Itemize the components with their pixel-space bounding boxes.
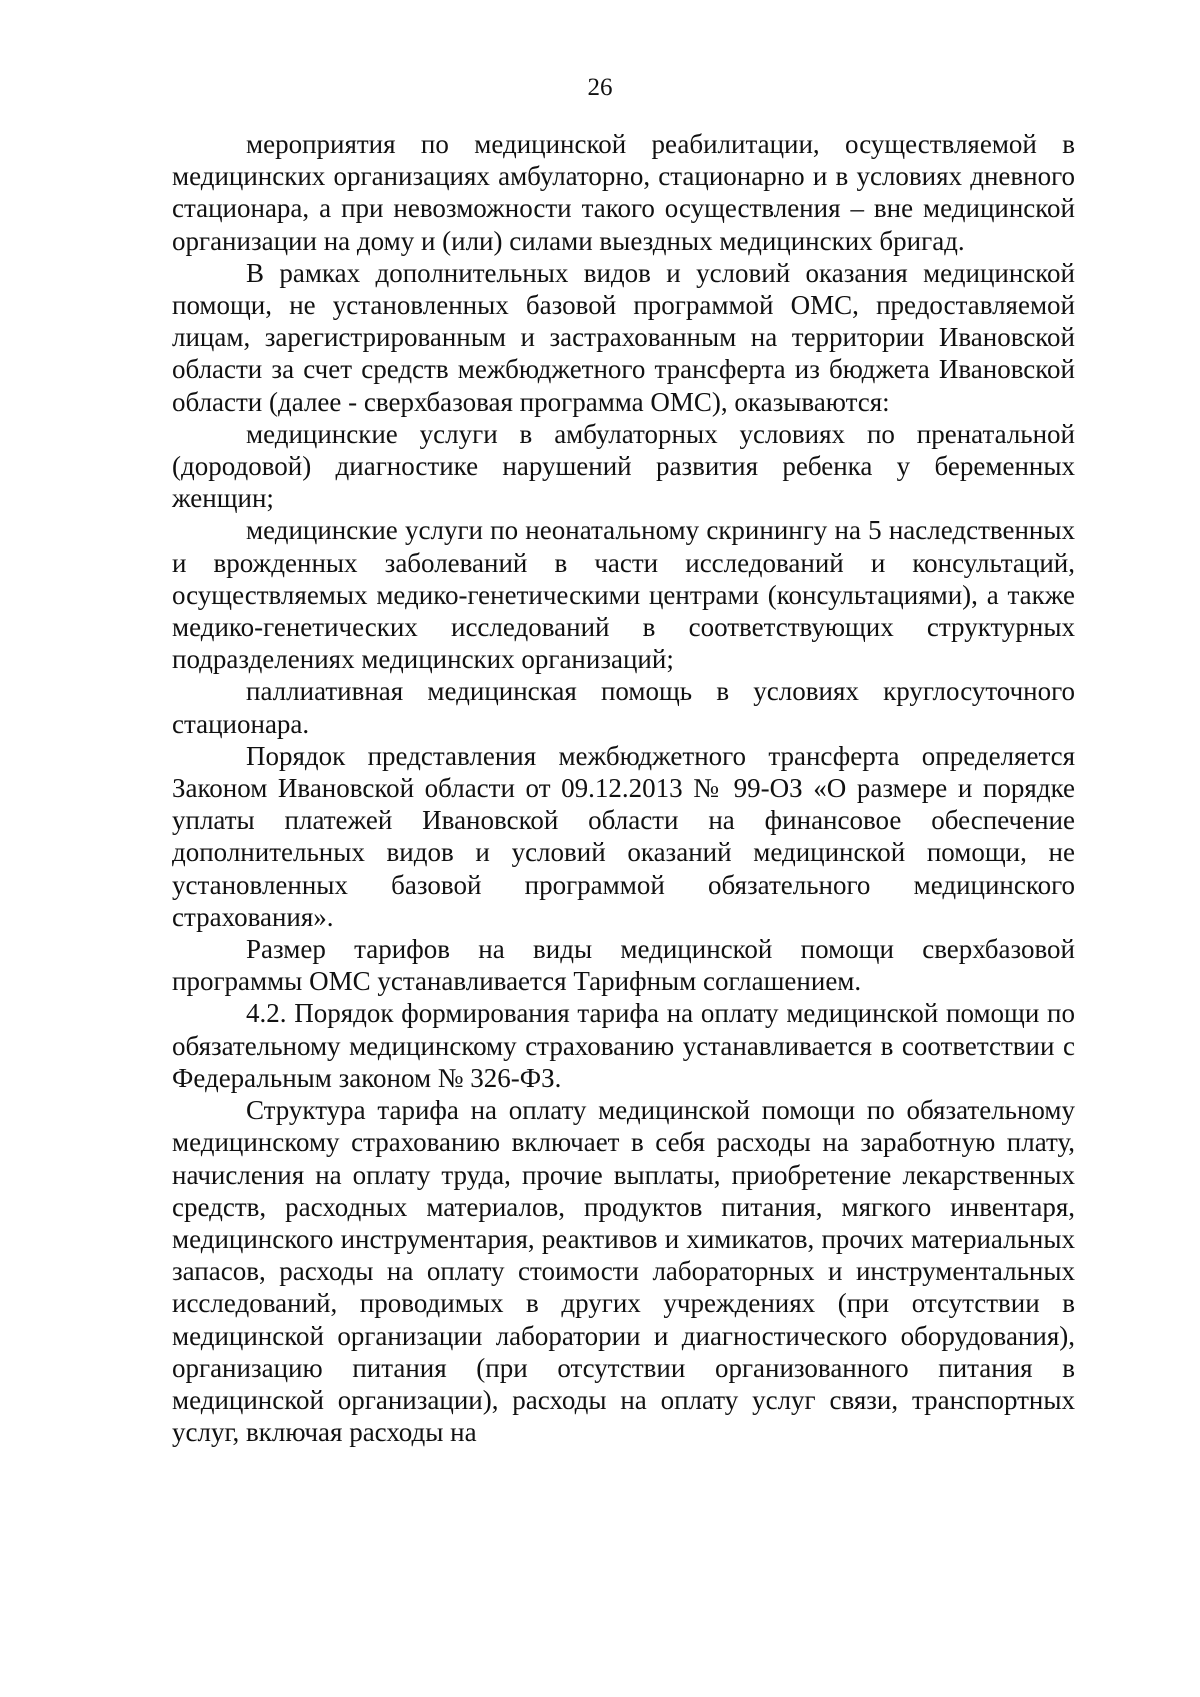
document-body [172,128,1075,1448]
page-number: 26 [587,74,613,101]
paragraph-tariff-structure: Структура тарифа на оплату медицинской помощи по обязательному медицинскому страхованию включает в себя расходы на заработную плату, начисления на оплату труда, прочие выплаты, приобретение лекарственных средств, расходных материалов, продуктов питания, мягкого инвентаря, медицинского инструментария, реактивов и химикатов, прочих материальных запасов, расходы на оплату стоимости лабораторных и инструментальных исследований, проводимых в других учреждениях (при отсутствии в медицинской организации лаборатории и диагностического оборудования), организацию питания (при отсутствии организованного питания в медицинской организации), расходы на оплату услуг связи, транспортных услуг, включая расходы на [172,1095,1075,1448]
paragraph-palliative-care: паллиативная медицинская помощь в условиях круглосуточного стационара. [172,676,1075,739]
paragraph-additional-care: В рамках дополнительных видов и условий оказания медицинской помощи, не установленных базовой программой ОМС, предоставляемой лицам, зарегистрированным и застрахованным на территории Ивановской области за счет средств межбюджетного трансферта из бюджета Ивановской области (далее - сверхбазовая программа ОМС), оказываются: [172,257,1075,417]
paragraph-transfer-procedure: Порядок представления межбюджетного трансферта определяется Законом Ивановской области от 09.12.2013 № 99-ОЗ «О размере и порядке уплаты платежей Ивановской области на финансовое обеспечение дополнительных видов и условий оказаний медицинской помощи, не установленных базовой программой обязательного медицинского страхования». [172,740,1075,932]
paragraph-prenatal-diagnostics: медицинские услуги в амбулаторных условиях по пренатальной (дородовой) диагностике нарушений развития ребенка у беременных женщин; [172,418,1075,514]
paragraph-tariff-size: Размер тарифов на виды медицинской помощи сверхбазовой программы ОМС устанавливается Тарифным соглашением. [172,934,1075,997]
paragraph-rehabilitation: мероприятия по медицинской реабилитации, осуществляемой в медицинских организациях амбулаторно, стационарно и в условиях дневного стационара, а при невозможности такого осуществления – вне медицинской организации на дому и (или) силами выездных медицинских бригад. [172,129,1075,256]
paragraph-tariff-formation: 4.2. Порядок формирования тарифа на оплату медицинской помощи по обязательному медицинскому страхованию устанавливается в соответствии с Федеральным законом № 326-ФЗ. [172,998,1075,1093]
paragraph-neonatal-screening: медицинские услуги по неонатальному скринингу на 5 наследственных и врожденных заболеваний в части исследований и консультаций, осуществляемых медико-генетическими центрами (консультациями), а также медико-генетических исследований в соответствующих структурных подразделениях медицинских организаций; [172,515,1075,675]
